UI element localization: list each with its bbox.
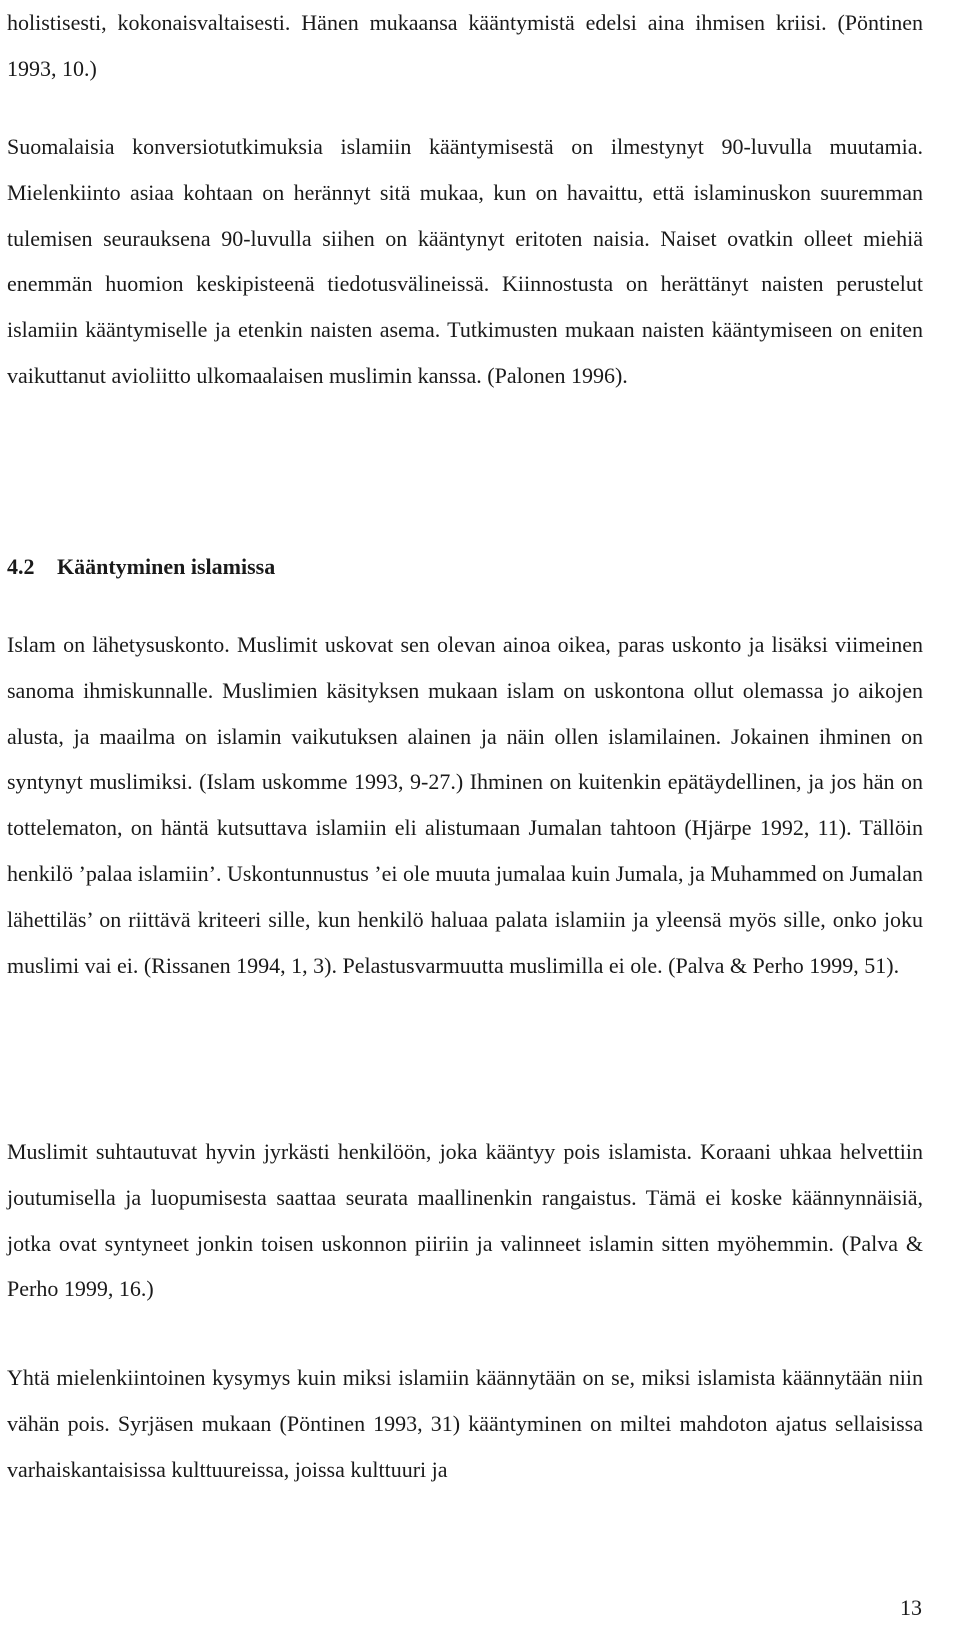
section-heading <box>7 552 275 582</box>
paragraph-conversion-studies: Suomalaisia konversiotutkimuksia islamiin kääntymisestä on ilmestynyt 90-luvulla muutamia. Mielenkiinto asiaa kohtaan on herännyt sitä mukaa, kun on havaittu, että islaminuskon suuremman tulemisen seurauksena 90-luvulla siihen on kääntynyt eritoten naisia. Naiset ovatkin olleet miehiä enemmän huomion keskipisteenä tiedotusvälineissä. Kiinnostusta on herättänyt naisten perustelut islamiin kääntymiselle ja etenkin naisten asema. Tutkimusten mukaan naisten kääntymiseen on eniten vaikuttanut avioliitto ulkomaalaisen muslimin kanssa. (Palonen 1996). <box>7 134 923 388</box>
section-title: Kääntyminen islamissa <box>57 554 276 579</box>
page-number: 13 <box>900 1595 922 1620</box>
paragraph-apostasy: Muslimit suhtautuvat hyvin jyrkästi henkilöön, joka kääntyy pois islamista. Koraani uhkaa helvettiin joutumisella ja luopumisesta saattaa seurata maallinenkin rangaistus. Tämä ei koske käännynnäisiä, jotka ovat syntyneet jonkin toisen uskonnon piiriin ja valinneet islamin sitten myöhemmin. (Palva & Perho 1999, 16.) <box>7 1139 923 1302</box>
intro-paragraph: holistisesti, kokonaisvaltaisesti. Hänen mukaansa kääntymistä edelsi aina ihmisen kriisi. (Pöntinen 1993, 10.) <box>7 10 923 81</box>
section-number: 4.2 <box>7 554 35 579</box>
paragraph-question: Yhtä mielenkiintoinen kysymys kuin miksi islamiin käännytään on se, miksi islamista käännytään niin vähän pois. Syrjäsen mukaan (Pöntinen 1993, 31) kääntyminen on miltei mahdoton ajatus sellaisissa varhaiskantaisissa kulttuureissa, joissa kulttuuri ja <box>7 1365 923 1482</box>
paragraph-islam-mission: Islam on lähetysuskonto. Muslimit uskovat sen olevan ainoa oikea, paras uskonto ja lisäksi viimeinen sanoma ihmiskunnalle. Muslimien käsityksen mukaan islam on uskontona ollut olemassa jo aikojen alusta, ja maailma on islamin vaikutuksen alainen ja näin ollen islamilainen. Jokainen ihminen on syntynyt muslimiksi. (Islam uskomme 1993, 9-27.) Ihminen on kuitenkin epätäydellinen, ja jos hän on tottelematon, on häntä kutsuttava islamiin eli alistumaan Jumalan tahtoon (Hjärpe 1992, 11). Tällöin henkilö ’palaa islamiin’. Uskontunnustus ’ei ole muuta jumalaa kuin Jumala, ja Muhammed on Jumalan lähettiläs’ on riittävä kriteeri sille, kun henkilö haluaa palata islamiin ja yleensä myös sille, onko joku muslimi vai ei. (Rissanen 1994, 1, 3). Pelastusvarmuutta muslimilla ei ole. (Palva & Perho 1999, 51). <box>7 632 923 978</box>
